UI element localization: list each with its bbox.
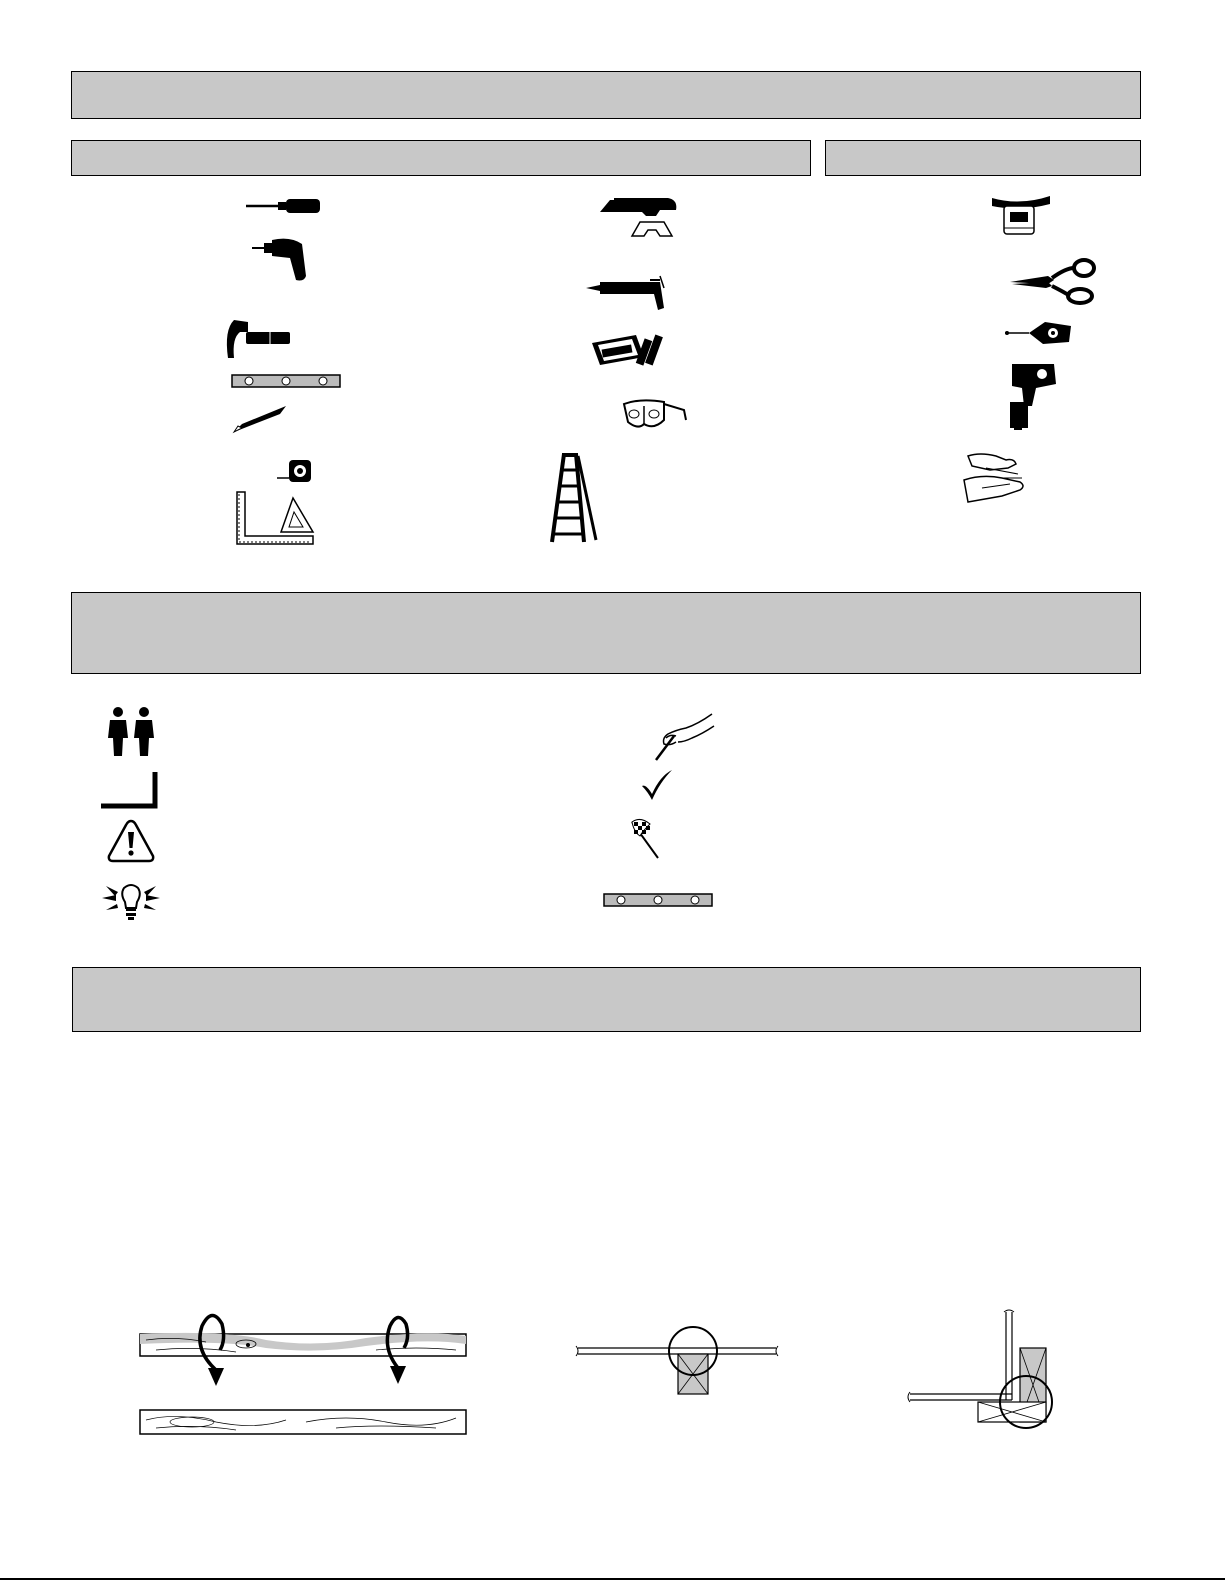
nail-gun-icon [1000,362,1060,432]
crown-over-support-figure [574,1328,780,1398]
level-icon [231,374,341,388]
warning-icon [106,818,156,864]
chalk-line-icon [1003,320,1075,346]
two-people-icon [106,706,158,758]
header-band [71,71,1141,119]
optional-tools-band [825,140,1141,176]
paint-supplies-icon [590,325,666,371]
symbols-band [71,592,1141,674]
writing-hand-icon [648,712,716,764]
screwdriver-icon [244,196,324,216]
work-gloves-icon [962,452,1028,506]
tool-belt-icon [990,192,1052,238]
caulk-gun-icon [584,272,670,312]
carpenter-square-icon [235,490,317,546]
square-corner-icon [99,770,159,810]
safety-glasses-icon [620,396,688,432]
knife-blade-icon [630,220,674,238]
level-check-icon [603,893,713,907]
hammer-icon [224,318,294,362]
warped-board-figure [136,1310,470,1440]
bottom-rule [0,1578,1225,1580]
tin-snips-icon [1008,258,1096,304]
corner-joint-figure [904,1308,1060,1434]
utility-knife-icon [598,194,680,218]
checkmark-icon [640,768,674,802]
lightbulb-tip-icon [100,882,162,922]
lumber-band [72,967,1141,1032]
checkered-flag-icon [628,818,662,862]
step-ladder-icon [550,452,600,546]
drill-icon [250,236,320,284]
pencil-icon [232,404,288,434]
required-tools-band [71,140,811,176]
tape-measure-icon [275,458,315,484]
